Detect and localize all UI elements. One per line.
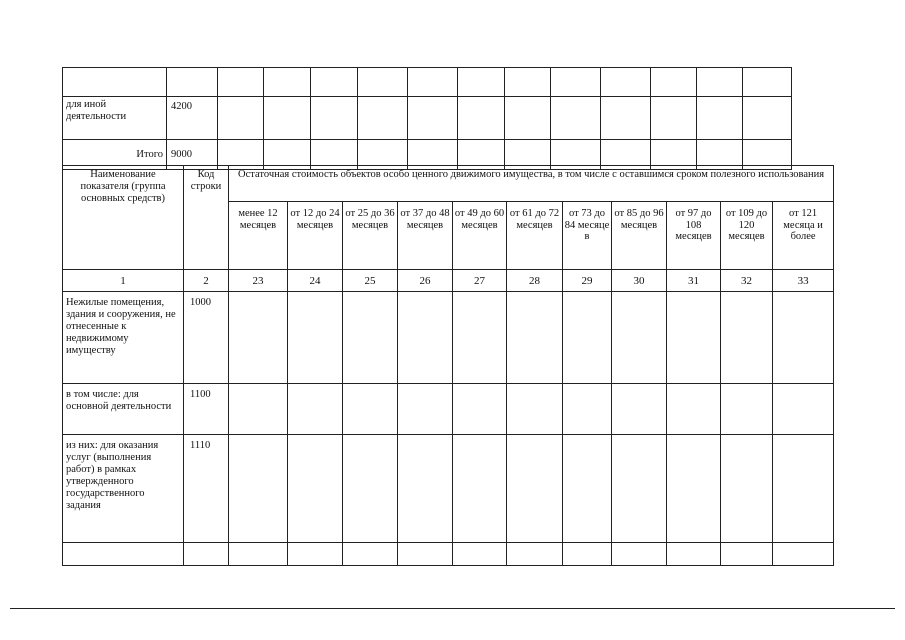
column-number: 29 [563, 270, 612, 292]
cell [563, 435, 612, 543]
row-code: 1110 [184, 435, 229, 543]
cell [773, 384, 834, 435]
cell [288, 292, 343, 384]
column-number: 26 [398, 270, 453, 292]
cell [507, 543, 563, 566]
cell [721, 292, 773, 384]
cell [229, 435, 288, 543]
name-column-header: Наименование показателя (группа основных средств) [63, 166, 184, 270]
column-number: 24 [288, 270, 343, 292]
period-header: от 12 до 24 месяцев [288, 202, 343, 270]
cell [505, 68, 551, 97]
column-number: 25 [343, 270, 398, 292]
cell [505, 97, 551, 140]
cell [398, 543, 453, 566]
cell [507, 435, 563, 543]
main-table [62, 165, 834, 566]
cell [667, 292, 721, 384]
cell [229, 543, 288, 566]
row-name [63, 543, 184, 566]
cell [264, 97, 311, 140]
header-row [63, 166, 834, 202]
table-row [63, 292, 834, 384]
total-label: Итого [63, 140, 167, 170]
cell [398, 435, 453, 543]
cell [229, 292, 288, 384]
cell [773, 292, 834, 384]
row-name: для иной деятельности [63, 97, 167, 140]
group-title: Остаточная стоимость объектов особо ценного движимого имущества, в том числе с оставшимся сроком полезного использования [229, 166, 834, 202]
cell [264, 68, 311, 97]
cell [721, 384, 773, 435]
cell [667, 384, 721, 435]
row-code: 9000 [167, 140, 218, 170]
column-number: 27 [453, 270, 507, 292]
period-header: от 25 до 36 месяцев [343, 202, 398, 270]
table-row [63, 435, 834, 543]
cell [507, 292, 563, 384]
period-header: от 61 до 72 месяцев [507, 202, 563, 270]
cell [721, 435, 773, 543]
cell [311, 97, 358, 140]
cell [218, 97, 264, 140]
cell [773, 435, 834, 543]
period-header: менее 12 месяцев [229, 202, 288, 270]
cell [218, 68, 264, 97]
cell [453, 435, 507, 543]
period-header: от 37 до 48 месяцев [398, 202, 453, 270]
cell [563, 543, 612, 566]
cell [288, 435, 343, 543]
cell [343, 543, 398, 566]
cell [398, 292, 453, 384]
period-header: от 85 до 96 месяцев [612, 202, 667, 270]
page-bottom-rule [10, 608, 895, 609]
cell [458, 68, 505, 97]
cell [667, 435, 721, 543]
cell [343, 384, 398, 435]
cell [343, 292, 398, 384]
code-column-header: Код строки [184, 166, 229, 270]
cell [229, 384, 288, 435]
column-number: 33 [773, 270, 834, 292]
table-row [63, 543, 834, 566]
period-header: от 73 до 84 месяце в [563, 202, 612, 270]
cell [563, 384, 612, 435]
cell [288, 543, 343, 566]
column-number: 2 [184, 270, 229, 292]
cell [458, 97, 505, 140]
table-row [63, 384, 834, 435]
cell [398, 384, 453, 435]
cell [288, 384, 343, 435]
row-code: 1100 [184, 384, 229, 435]
cell [453, 543, 507, 566]
period-header: от 97 до 108 месяцев [667, 202, 721, 270]
cell [743, 68, 792, 97]
cell [612, 292, 667, 384]
cell [697, 97, 743, 140]
row-name: Нежилые помещения, здания и сооружения, не отнесенные к недвижимому имуществу [63, 292, 184, 384]
period-header: от 49 до 60 месяцев [453, 202, 507, 270]
cell [507, 384, 563, 435]
cell [651, 68, 697, 97]
top-table [62, 67, 792, 170]
cell [453, 292, 507, 384]
cell [612, 435, 667, 543]
row-code [184, 543, 229, 566]
column-number: 30 [612, 270, 667, 292]
cell [612, 543, 667, 566]
cell [551, 97, 601, 140]
cell [721, 543, 773, 566]
period-header: от 121 месяца и более [773, 202, 834, 270]
cell [773, 543, 834, 566]
cell [743, 97, 792, 140]
cell [601, 97, 651, 140]
column-numbers-row [63, 270, 834, 292]
table-row [63, 68, 792, 97]
cell [563, 292, 612, 384]
cell [651, 97, 697, 140]
cell [343, 435, 398, 543]
row-name [63, 68, 167, 97]
period-header: от 109 до 120 месяцев [721, 202, 773, 270]
row-code: 4200 [167, 97, 218, 140]
column-number: 1 [63, 270, 184, 292]
cell [408, 68, 458, 97]
column-number: 31 [667, 270, 721, 292]
cell [551, 68, 601, 97]
table-row [63, 97, 792, 140]
cell [667, 543, 721, 566]
row-code: 1000 [184, 292, 229, 384]
cell [612, 384, 667, 435]
cell [311, 68, 358, 97]
column-number: 23 [229, 270, 288, 292]
cell [408, 97, 458, 140]
cell [358, 68, 408, 97]
cell [697, 68, 743, 97]
cell [358, 97, 408, 140]
column-number: 28 [507, 270, 563, 292]
row-name: в том числе: для основной деятельности [63, 384, 184, 435]
row-name: из них: для оказания услуг (выполнения работ) в рамках утвержденного государственного задания [63, 435, 184, 543]
cell [601, 68, 651, 97]
cell [453, 384, 507, 435]
column-number: 32 [721, 270, 773, 292]
row-code [167, 68, 218, 97]
